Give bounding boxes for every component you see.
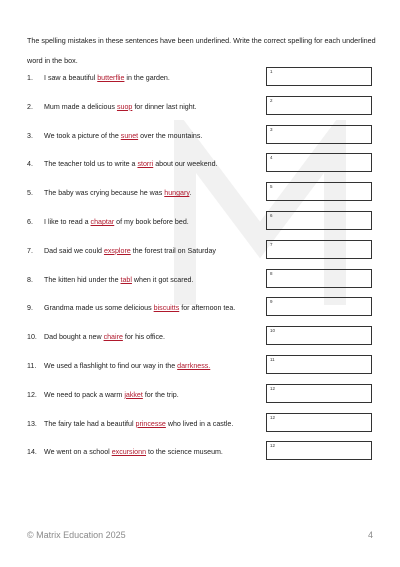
sentence-after: when it got scared. (131, 275, 194, 284)
footer-copyright: © Matrix Education 2025 (27, 530, 126, 540)
answer-box[interactable] (266, 67, 372, 86)
answer-box[interactable] (266, 125, 372, 144)
misspelled-word: chaire (103, 333, 123, 342)
answer-box-number: 9 (270, 299, 273, 305)
misspelled-word: jakket (124, 390, 143, 399)
sentence-before: We took a picture of the (44, 131, 121, 140)
sentence-after: . (189, 189, 192, 198)
question-number: 1. (27, 74, 33, 82)
question-number: 9. (27, 304, 33, 313)
sentence-before: Dad bought a new (44, 333, 104, 342)
question-number: 8. (27, 275, 33, 284)
misspelled-word: butterflie (97, 74, 125, 82)
answer-box-number: 7 (270, 241, 273, 247)
answer-box-number: 3 (270, 126, 273, 132)
question-number: 12. (27, 390, 37, 399)
answer-box-number: 12 (270, 414, 276, 420)
answer-box-number: 1 (270, 69, 273, 74)
misspelled-word: tabl (120, 275, 132, 284)
sentence-after: about our weekend. (153, 160, 218, 169)
instructions-text: The spelling mistakes in these sentences have been underlined. Write the correct spelling for each underlined word in the box. (27, 36, 376, 65)
answer-box[interactable] (266, 182, 372, 201)
misspelled-word: darrkness. (177, 362, 211, 370)
answer-box-number: 11 (270, 357, 275, 362)
question-number: 10. (27, 333, 37, 342)
sentence-after: for afternoon tea. (179, 304, 236, 313)
sentence-after: for his office. (122, 333, 165, 342)
misspelled-word: sunet (120, 131, 139, 140)
answer-box-number: 12 (270, 385, 276, 391)
answer-box-number: 12 (270, 443, 276, 449)
answer-box-number: 6 (270, 213, 273, 218)
sentence-after: for dinner last night. (132, 102, 197, 111)
question-number: 7. (27, 246, 33, 255)
answer-box[interactable] (266, 96, 372, 115)
sentence-before: We used a flashlight to find our way in the (44, 362, 178, 370)
question-number: 6. (27, 218, 33, 226)
misspelled-word: exsplore (103, 246, 131, 255)
question-row (27, 156, 267, 172)
question-row (27, 99, 267, 115)
misspelled-word: excursionn (111, 448, 147, 457)
answer-box[interactable] (266, 441, 372, 460)
sentence-after: to the science museum. (146, 448, 223, 457)
question-row (27, 444, 267, 460)
sentence-after: in the garden. (124, 74, 170, 82)
question-row (27, 416, 267, 432)
answer-box[interactable] (266, 326, 372, 345)
misspelled-word: chaptar (90, 218, 115, 226)
misspelled-word: princesse (135, 419, 166, 428)
answer-box[interactable] (266, 384, 372, 403)
answer-box-number: 10 (270, 328, 276, 334)
answer-box-number: 5 (270, 184, 273, 190)
sentence-after: who lived in a castle. (165, 419, 234, 428)
sentence-before: Dad said we could (44, 246, 104, 255)
question-number: 3. (27, 131, 33, 140)
misspelled-word: suop (116, 102, 133, 111)
question-number: 4. (27, 160, 33, 169)
answer-box-number: 2 (270, 97, 273, 103)
answer-box[interactable] (266, 413, 372, 432)
answer-box[interactable] (266, 211, 372, 230)
question-row (27, 358, 267, 374)
misspelled-word: storri (137, 160, 154, 169)
question-number: 5. (27, 189, 33, 198)
question-row (27, 329, 267, 345)
answer-box[interactable] (266, 153, 372, 172)
question-number: 13. (27, 419, 37, 428)
answer-box[interactable] (266, 297, 372, 316)
sentence-after: for the trip. (142, 390, 179, 399)
answer-box[interactable] (266, 269, 372, 288)
sentence-before: We went on a school (44, 448, 112, 457)
question-row (27, 70, 267, 86)
sentence-before: The fairy tale had a beautiful (44, 419, 136, 428)
sentence-before: The kitten hid under the (44, 275, 121, 284)
misspelled-word: hungary (164, 189, 190, 198)
question-row (27, 243, 267, 259)
question-row (27, 300, 267, 316)
question-row (27, 272, 267, 288)
answer-box-number: 8 (270, 270, 273, 276)
sentence-before: Grandma made us some delicious (44, 304, 154, 313)
question-row (27, 387, 267, 403)
sentence-before: We need to pack a warm (44, 390, 125, 399)
answer-box[interactable] (266, 355, 372, 374)
answer-box-number: 4 (270, 155, 273, 161)
question-row (27, 128, 267, 144)
sentence-before: I saw a beautiful (44, 74, 98, 82)
sentence-before: The teacher told us to write a (44, 160, 138, 169)
question-number: 11. (27, 362, 37, 370)
sentence-after: the forest trail on Saturday (130, 246, 216, 255)
sentence-after: of my book before bed. (114, 218, 189, 226)
sentence-before: Mum made a delicious (44, 102, 117, 111)
page-number: 4 (368, 530, 374, 540)
sentence-before: I like to read a (44, 218, 91, 226)
sentence-before: The baby was crying because he was (44, 189, 165, 198)
misspelled-word: biscuitts (153, 304, 180, 313)
question-number: 2. (27, 102, 33, 111)
question-row (27, 185, 267, 201)
sentence-after: over the mountains. (138, 131, 203, 140)
question-number: 14. (27, 448, 37, 457)
answer-box[interactable] (266, 240, 372, 259)
question-row (27, 214, 267, 230)
